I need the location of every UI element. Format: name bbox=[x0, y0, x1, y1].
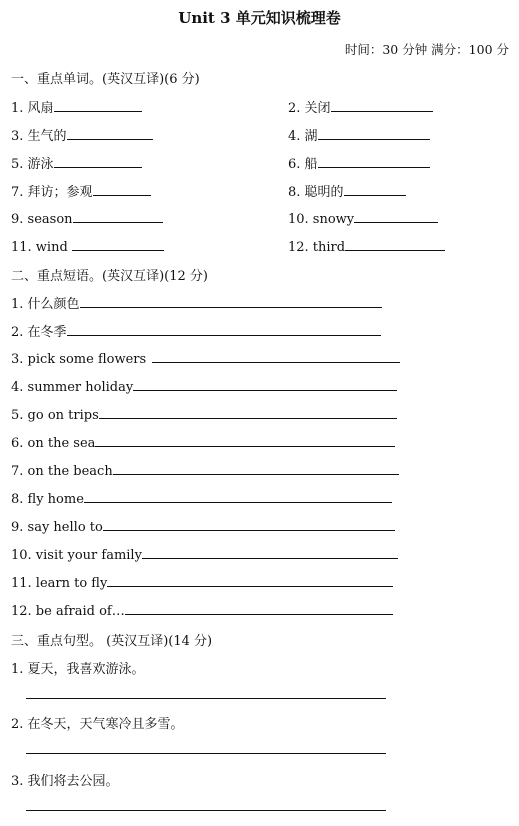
word-text: 9. season bbox=[11, 212, 73, 227]
section2-heading: 二、重点短语。(英汉互译)(12 分) bbox=[11, 269, 208, 284]
section1-heading: 一、重点单词。(英汉互译)(6 分) bbox=[11, 72, 200, 87]
answer-blank[interactable] bbox=[133, 377, 397, 391]
answer-blank[interactable] bbox=[54, 154, 142, 168]
phrase-item bbox=[11, 545, 398, 563]
word-item bbox=[11, 237, 164, 255]
word-text: 2. 关闭 bbox=[288, 101, 331, 116]
word-text: 7. 拜访；参观 bbox=[11, 185, 93, 200]
phrase-text: 12. be afraid of… bbox=[11, 604, 125, 619]
phrase-text: 4. summer holiday bbox=[11, 380, 134, 395]
word-item bbox=[11, 209, 163, 227]
phrase-item bbox=[11, 601, 393, 619]
phrase-text: 3. pick some flowers bbox=[11, 352, 147, 367]
sentence-item: 3. 我们将去公园。 bbox=[11, 774, 119, 789]
phrase-text: 6. on the sea bbox=[11, 436, 96, 451]
answer-blank[interactable] bbox=[125, 601, 393, 615]
word-text: 3. 生气的 bbox=[11, 129, 67, 144]
word-item bbox=[288, 181, 406, 200]
sentence-answer-line[interactable] bbox=[26, 810, 386, 811]
word-item bbox=[288, 125, 430, 144]
sentence-answer-line[interactable] bbox=[26, 753, 386, 754]
word-item bbox=[11, 97, 142, 116]
word-text: 4. 湖 bbox=[288, 129, 318, 144]
answer-blank[interactable] bbox=[107, 573, 393, 587]
phrase-text: 1. 什么颜色 bbox=[11, 297, 80, 312]
answer-blank[interactable] bbox=[354, 209, 438, 223]
answer-blank[interactable] bbox=[95, 433, 395, 447]
answer-blank[interactable] bbox=[72, 237, 164, 251]
answer-blank[interactable] bbox=[67, 126, 153, 140]
phrase-item bbox=[11, 489, 392, 507]
phrase-text: 9. say hello to bbox=[11, 520, 103, 535]
phrase-item bbox=[11, 517, 395, 535]
phrase-text: 5. go on trips bbox=[11, 408, 99, 423]
phrase-item bbox=[11, 433, 395, 451]
answer-blank[interactable] bbox=[84, 489, 392, 503]
word-text: 5. 游泳 bbox=[11, 157, 54, 172]
phrase-text: 10. visit your family bbox=[11, 548, 142, 563]
answer-blank[interactable] bbox=[331, 98, 433, 112]
answer-blank[interactable] bbox=[80, 294, 382, 308]
phrase-text: 7. on the beach bbox=[11, 464, 113, 479]
answer-blank[interactable] bbox=[67, 322, 381, 336]
answer-blank[interactable] bbox=[318, 154, 430, 168]
sentence-item: 2. 在冬天，天气寒冷且多雪。 bbox=[11, 717, 184, 732]
answer-blank[interactable] bbox=[345, 237, 445, 251]
word-item bbox=[11, 125, 153, 144]
answer-blank[interactable] bbox=[93, 182, 151, 196]
word-item bbox=[288, 237, 445, 255]
word-item bbox=[288, 153, 430, 172]
phrase-item bbox=[11, 461, 399, 479]
phrase-item bbox=[11, 405, 397, 423]
time-score-info: 时间：30 分钟 满分：100 分 bbox=[344, 42, 509, 57]
answer-blank[interactable] bbox=[103, 517, 395, 531]
sentence-answer-line[interactable] bbox=[26, 698, 386, 699]
phrase-text: 8. fly home bbox=[11, 492, 84, 507]
phrase-item bbox=[11, 573, 393, 591]
sentence-item: 1. 夏天，我喜欢游泳。 bbox=[11, 662, 145, 677]
answer-blank[interactable] bbox=[152, 349, 400, 363]
page-title: Unit 3 单元知识梳理卷 bbox=[178, 9, 341, 27]
answer-blank[interactable] bbox=[142, 545, 398, 559]
word-text: 10. snowy bbox=[288, 212, 355, 227]
answer-blank[interactable] bbox=[73, 209, 163, 223]
answer-blank[interactable] bbox=[99, 405, 397, 419]
answer-blank[interactable] bbox=[54, 98, 142, 112]
word-text: 8. 聪明的 bbox=[288, 185, 344, 200]
section3-heading: 三、重点句型。 (英汉互译)(14 分) bbox=[11, 634, 213, 649]
word-item bbox=[11, 181, 151, 200]
word-text: 11. wind bbox=[11, 240, 68, 255]
word-text: 1. 风扇 bbox=[11, 101, 54, 116]
word-text: 6. 船 bbox=[288, 157, 318, 172]
word-item bbox=[288, 97, 433, 116]
word-item bbox=[288, 209, 438, 227]
answer-blank[interactable] bbox=[318, 126, 430, 140]
phrase-text: 2. 在冬季 bbox=[11, 325, 67, 340]
word-item bbox=[11, 153, 142, 172]
phrase-item bbox=[11, 293, 382, 312]
answer-blank[interactable] bbox=[344, 182, 406, 196]
phrase-item bbox=[11, 349, 400, 367]
phrase-item bbox=[11, 321, 381, 340]
phrase-text: 11. learn to fly bbox=[11, 576, 108, 591]
answer-blank[interactable] bbox=[113, 461, 399, 475]
word-text: 12. third bbox=[288, 240, 346, 255]
phrase-item bbox=[11, 377, 397, 395]
